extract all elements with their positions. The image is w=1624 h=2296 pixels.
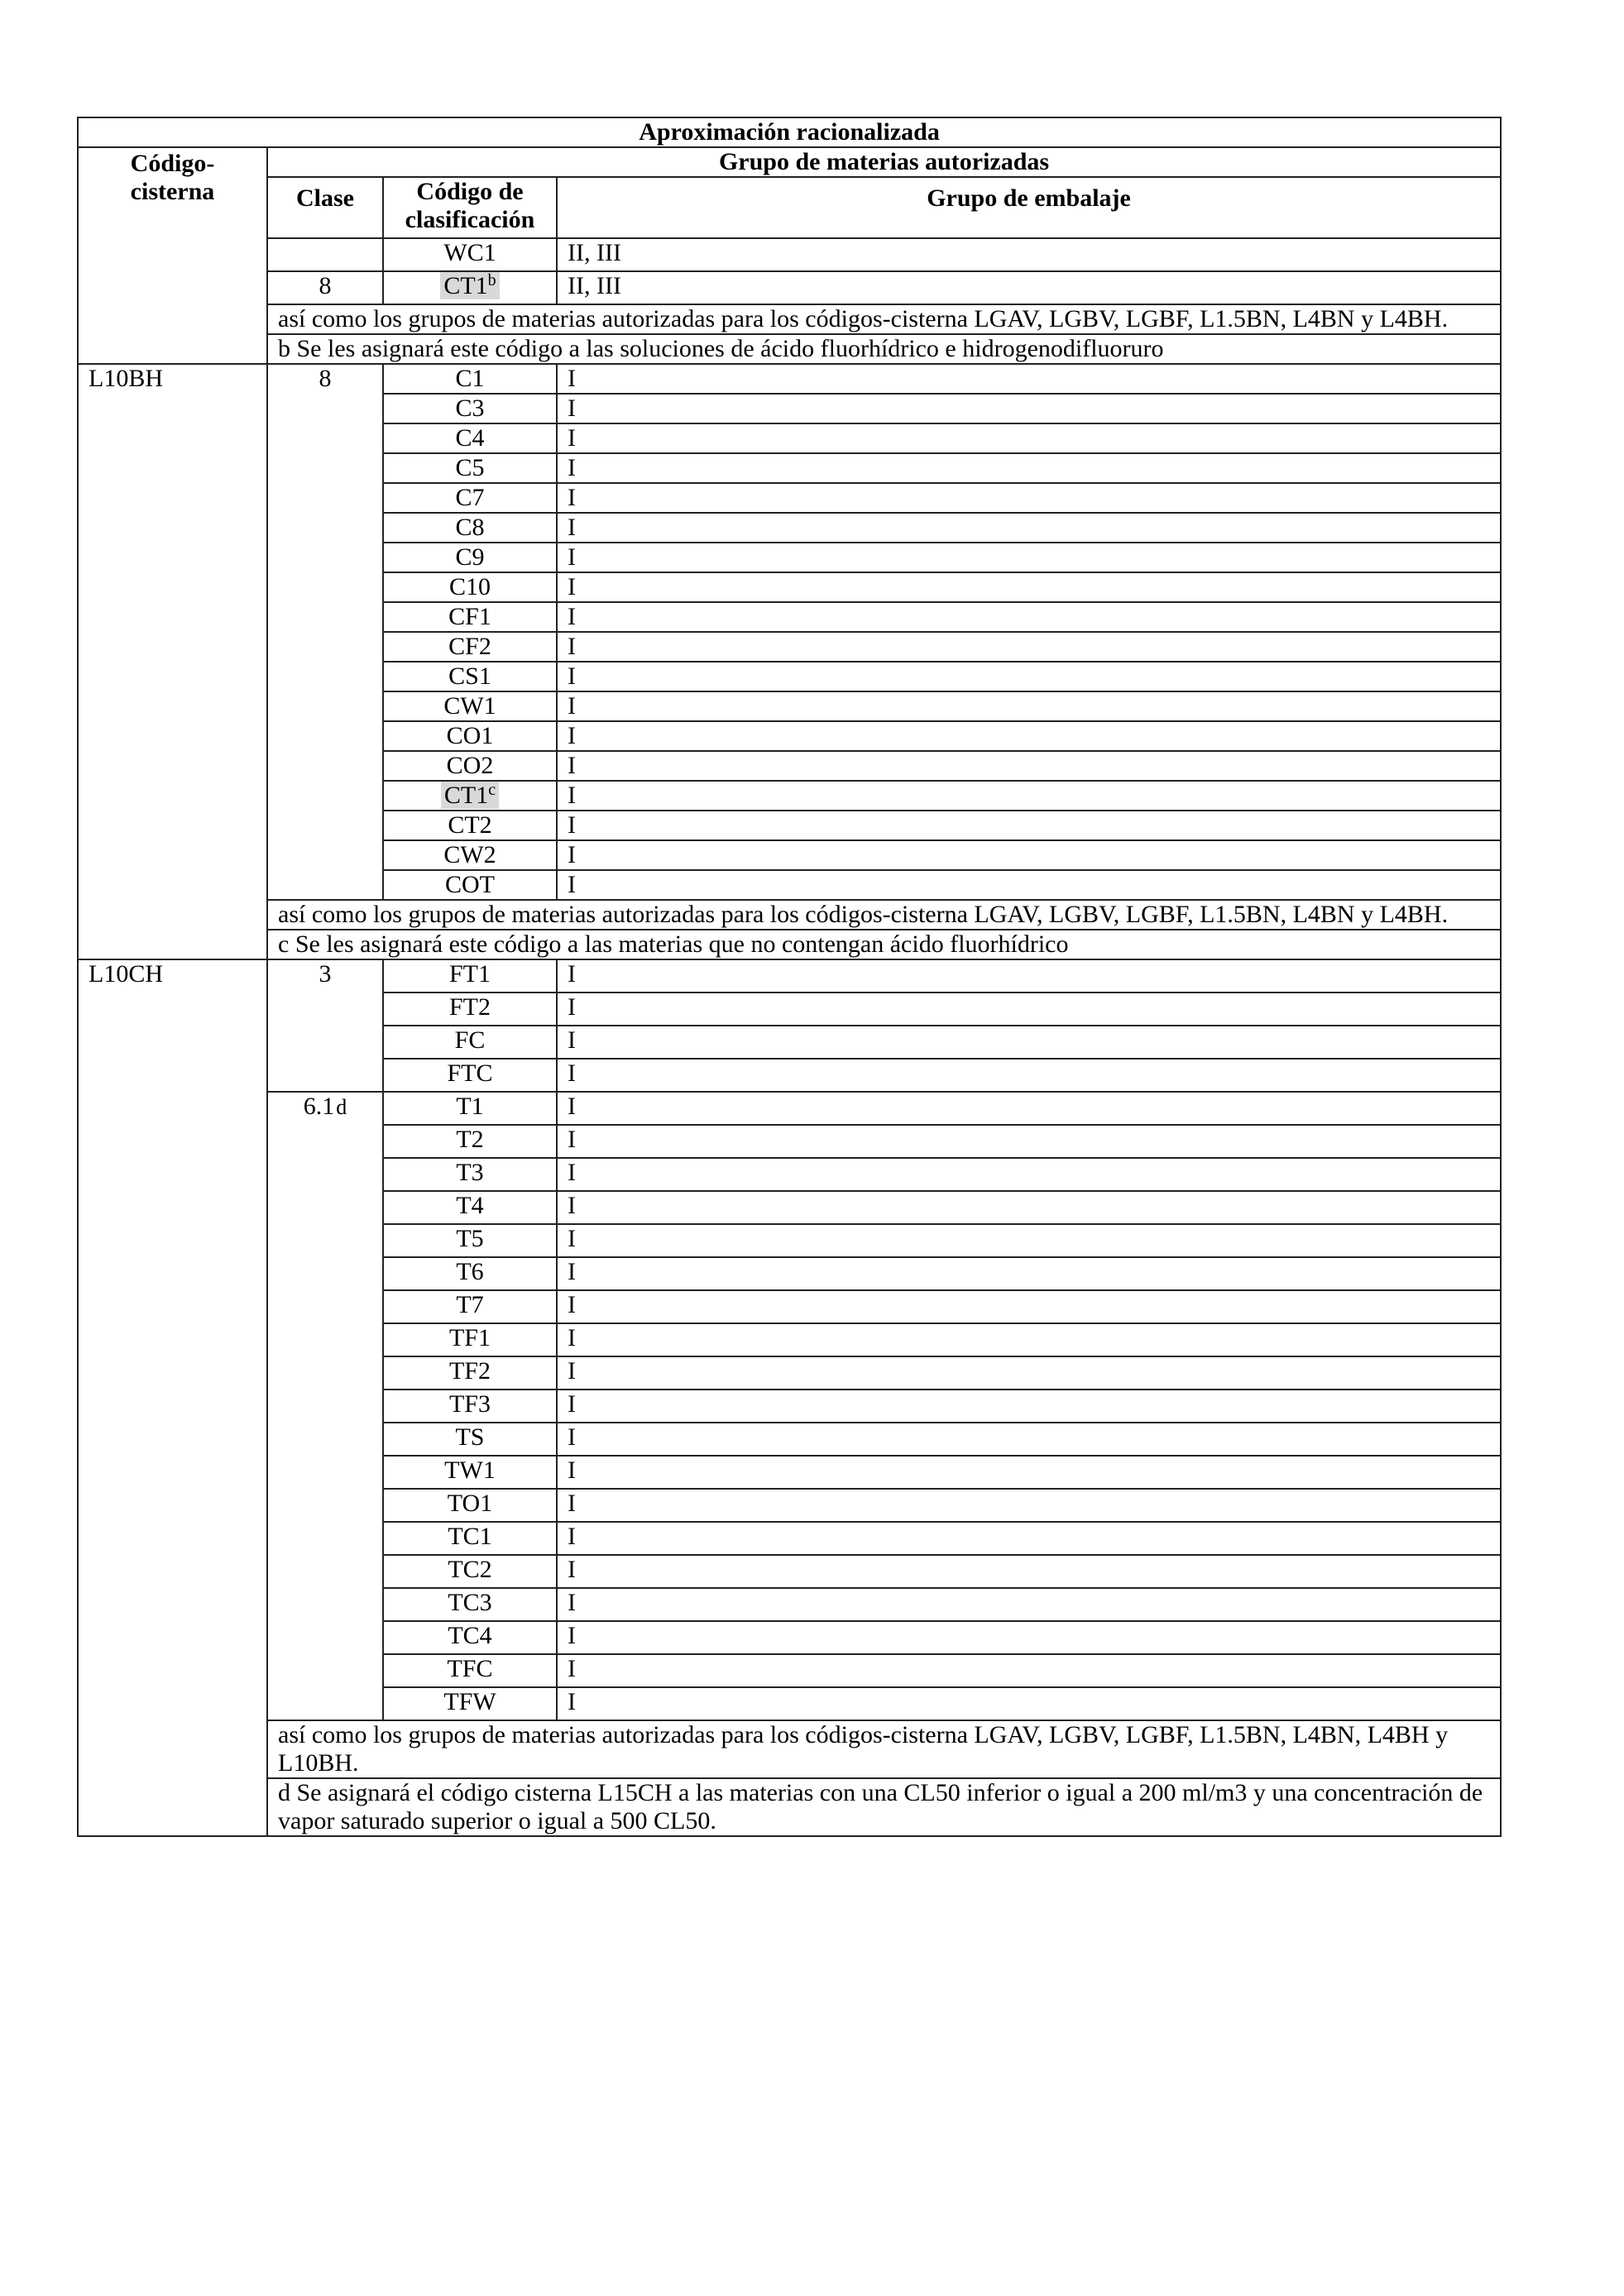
footnote-marker: b xyxy=(487,271,496,289)
grupo-cell: I xyxy=(557,1158,1501,1191)
grupo-cell: I xyxy=(557,1390,1501,1423)
table-row xyxy=(78,1092,1501,1125)
codigo-cell: FT2 xyxy=(383,993,557,1026)
codigo-cell: T6 xyxy=(383,1257,557,1290)
codigo-cell: CF1 xyxy=(383,602,557,632)
grupo-cell: I xyxy=(557,1423,1501,1456)
codigo-text: CT1 xyxy=(443,782,489,809)
codigo-cell: C3 xyxy=(383,394,557,423)
grupo-cell: I xyxy=(557,870,1501,900)
footnote-marker: c xyxy=(488,781,496,799)
grupo-cell: I xyxy=(557,1687,1501,1720)
grupo-cell: I xyxy=(557,1489,1501,1522)
header-codigo-cisterna: Código-cisterna xyxy=(78,147,267,364)
codigo-cell: CW1 xyxy=(383,691,557,721)
codigo-cell: CO1 xyxy=(383,721,557,751)
codigo-cell: C7 xyxy=(383,483,557,513)
grupo-cell: I xyxy=(557,1059,1501,1092)
codigo-cell: CT2 xyxy=(383,811,557,840)
codigo-cell xyxy=(383,781,557,811)
codigo-cell: TO1 xyxy=(383,1489,557,1522)
grupo-cell: I xyxy=(557,721,1501,751)
header-grupo-embalaje: Grupo de embalaje xyxy=(557,177,1501,238)
grupo-cell: I xyxy=(557,751,1501,781)
grupo-cell: I xyxy=(557,811,1501,840)
clase-cell xyxy=(267,238,383,271)
codigo-text: CT1 xyxy=(443,272,488,299)
header-codigo-clasificacion: Código de clasificación xyxy=(383,177,557,238)
footnote-text: d Se asignará el código cisterna L15CH a las materias con una CL50 inferior o igual a 200 ml/m3 y una concentración de vapor saturado superior o igual a 500 CL50. xyxy=(267,1778,1501,1836)
grupo-cell: I xyxy=(557,662,1501,691)
grupo-cell: I xyxy=(557,572,1501,602)
header-grupo-materias: Grupo de materias autorizadas xyxy=(267,147,1501,177)
grupo-cell: I xyxy=(557,632,1501,662)
grupo-cell: I xyxy=(557,1125,1501,1158)
also-text: así como los grupos de materias autorizadas para los códigos-cisterna LGAV, LGBV, LGBF, L1.5BN, L4BN y L4BH. xyxy=(267,304,1501,334)
codigo-cell: CS1 xyxy=(383,662,557,691)
codigo-cell: C8 xyxy=(383,513,557,543)
grupo-cell: II, III xyxy=(557,271,1501,304)
grupo-cell: I xyxy=(557,781,1501,811)
codigo-cell: TFW xyxy=(383,1687,557,1720)
grupo-cell: I xyxy=(557,1588,1501,1621)
also-text: así como los grupos de materias autorizadas para los códigos-cisterna LGAV, LGBV, LGBF, L1.5BN, L4BN, L4BH y L10BH. xyxy=(267,1720,1501,1778)
grupo-cell: I xyxy=(557,1621,1501,1654)
codigo-cell: CW2 xyxy=(383,840,557,870)
grupo-cell: I xyxy=(557,1356,1501,1390)
clase-cell xyxy=(267,1092,383,1720)
grupo-cell: I xyxy=(557,1323,1501,1356)
grupo-cell: I xyxy=(557,1456,1501,1489)
codigo-cell: C4 xyxy=(383,423,557,453)
grupo-cell: I xyxy=(557,1555,1501,1588)
grupo-cell: I xyxy=(557,602,1501,632)
codigo-cell xyxy=(383,271,557,304)
footnote-marker: d xyxy=(336,1095,347,1119)
grupo-cell: I xyxy=(557,1290,1501,1323)
clase-cell xyxy=(267,959,383,1092)
codigo-cell: TF3 xyxy=(383,1390,557,1423)
codigo-cell: T5 xyxy=(383,1224,557,1257)
footnote-text: c Se les asignará este código a las materias que no contengan ácido fluorhídrico xyxy=(267,930,1501,959)
codigo-cell: C5 xyxy=(383,453,557,483)
clase-text: 6.1 xyxy=(303,1093,335,1120)
grupo-cell: I xyxy=(557,840,1501,870)
tank-code-table xyxy=(77,117,1502,1837)
clase-cell xyxy=(267,364,383,900)
codigo-cell: TS xyxy=(383,1423,557,1456)
codigo-cell: TC3 xyxy=(383,1588,557,1621)
grupo-cell: I xyxy=(557,394,1501,423)
codigo-cell: C9 xyxy=(383,543,557,572)
tank-code-cell: L10BH xyxy=(78,364,267,959)
codigo-cell: TF1 xyxy=(383,1323,557,1356)
codigo-cell: FC xyxy=(383,1026,557,1059)
codigo-cell: T1 xyxy=(383,1092,557,1125)
grupo-cell: I xyxy=(557,1654,1501,1687)
codigo-cell: T2 xyxy=(383,1125,557,1158)
table-title: Aproximación racionalizada xyxy=(78,117,1501,147)
codigo-cell: C10 xyxy=(383,572,557,602)
grupo-cell: I xyxy=(557,364,1501,394)
grupo-cell: I xyxy=(557,513,1501,543)
clase-text: 3 xyxy=(319,960,332,988)
codigo-cell: T3 xyxy=(383,1158,557,1191)
header-clase: Clase xyxy=(267,177,383,238)
codigo-cell: T7 xyxy=(383,1290,557,1323)
grupo-cell: I xyxy=(557,423,1501,453)
grupo-cell: I xyxy=(557,1224,1501,1257)
codigo-cell: TW1 xyxy=(383,1456,557,1489)
tank-code-cell: L10CH xyxy=(78,959,267,1836)
codigo-cell: TC4 xyxy=(383,1621,557,1654)
grupo-cell: I xyxy=(557,1522,1501,1555)
grupo-cell: I xyxy=(557,691,1501,721)
codigo-cell: TF2 xyxy=(383,1356,557,1390)
also-text: así como los grupos de materias autorizadas para los códigos-cisterna LGAV, LGBV, LGBF, L1.5BN, L4BN y L4BH. xyxy=(267,900,1501,930)
grupo-cell: I xyxy=(557,1092,1501,1125)
table-row xyxy=(78,364,1501,394)
grupo-cell: I xyxy=(557,959,1501,993)
codigo-cell: C1 xyxy=(383,364,557,394)
grupo-cell: I xyxy=(557,1026,1501,1059)
table-row xyxy=(78,959,1501,993)
codigo-cell: TC1 xyxy=(383,1522,557,1555)
codigo-cell: FTC xyxy=(383,1059,557,1092)
codigo-cell: WC1 xyxy=(383,238,557,271)
grupo-cell: II, III xyxy=(557,238,1501,271)
grupo-cell: I xyxy=(557,543,1501,572)
grupo-cell: I xyxy=(557,453,1501,483)
grupo-cell: I xyxy=(557,1257,1501,1290)
codigo-cell: FT1 xyxy=(383,959,557,993)
codigo-cell: COT xyxy=(383,870,557,900)
footnote-text: b Se les asignará este código a las soluciones de ácido fluorhídrico e hidrogenodifluoruro xyxy=(267,334,1501,364)
codigo-cell: CF2 xyxy=(383,632,557,662)
codigo-cell: CO2 xyxy=(383,751,557,781)
grupo-cell: I xyxy=(557,483,1501,513)
grupo-cell: I xyxy=(557,1191,1501,1224)
codigo-cell: TC2 xyxy=(383,1555,557,1588)
clase-cell: 8 xyxy=(267,271,383,304)
codigo-cell: TFC xyxy=(383,1654,557,1687)
codigo-cell: T4 xyxy=(383,1191,557,1224)
clase-text: 8 xyxy=(319,365,332,392)
grupo-cell: I xyxy=(557,993,1501,1026)
